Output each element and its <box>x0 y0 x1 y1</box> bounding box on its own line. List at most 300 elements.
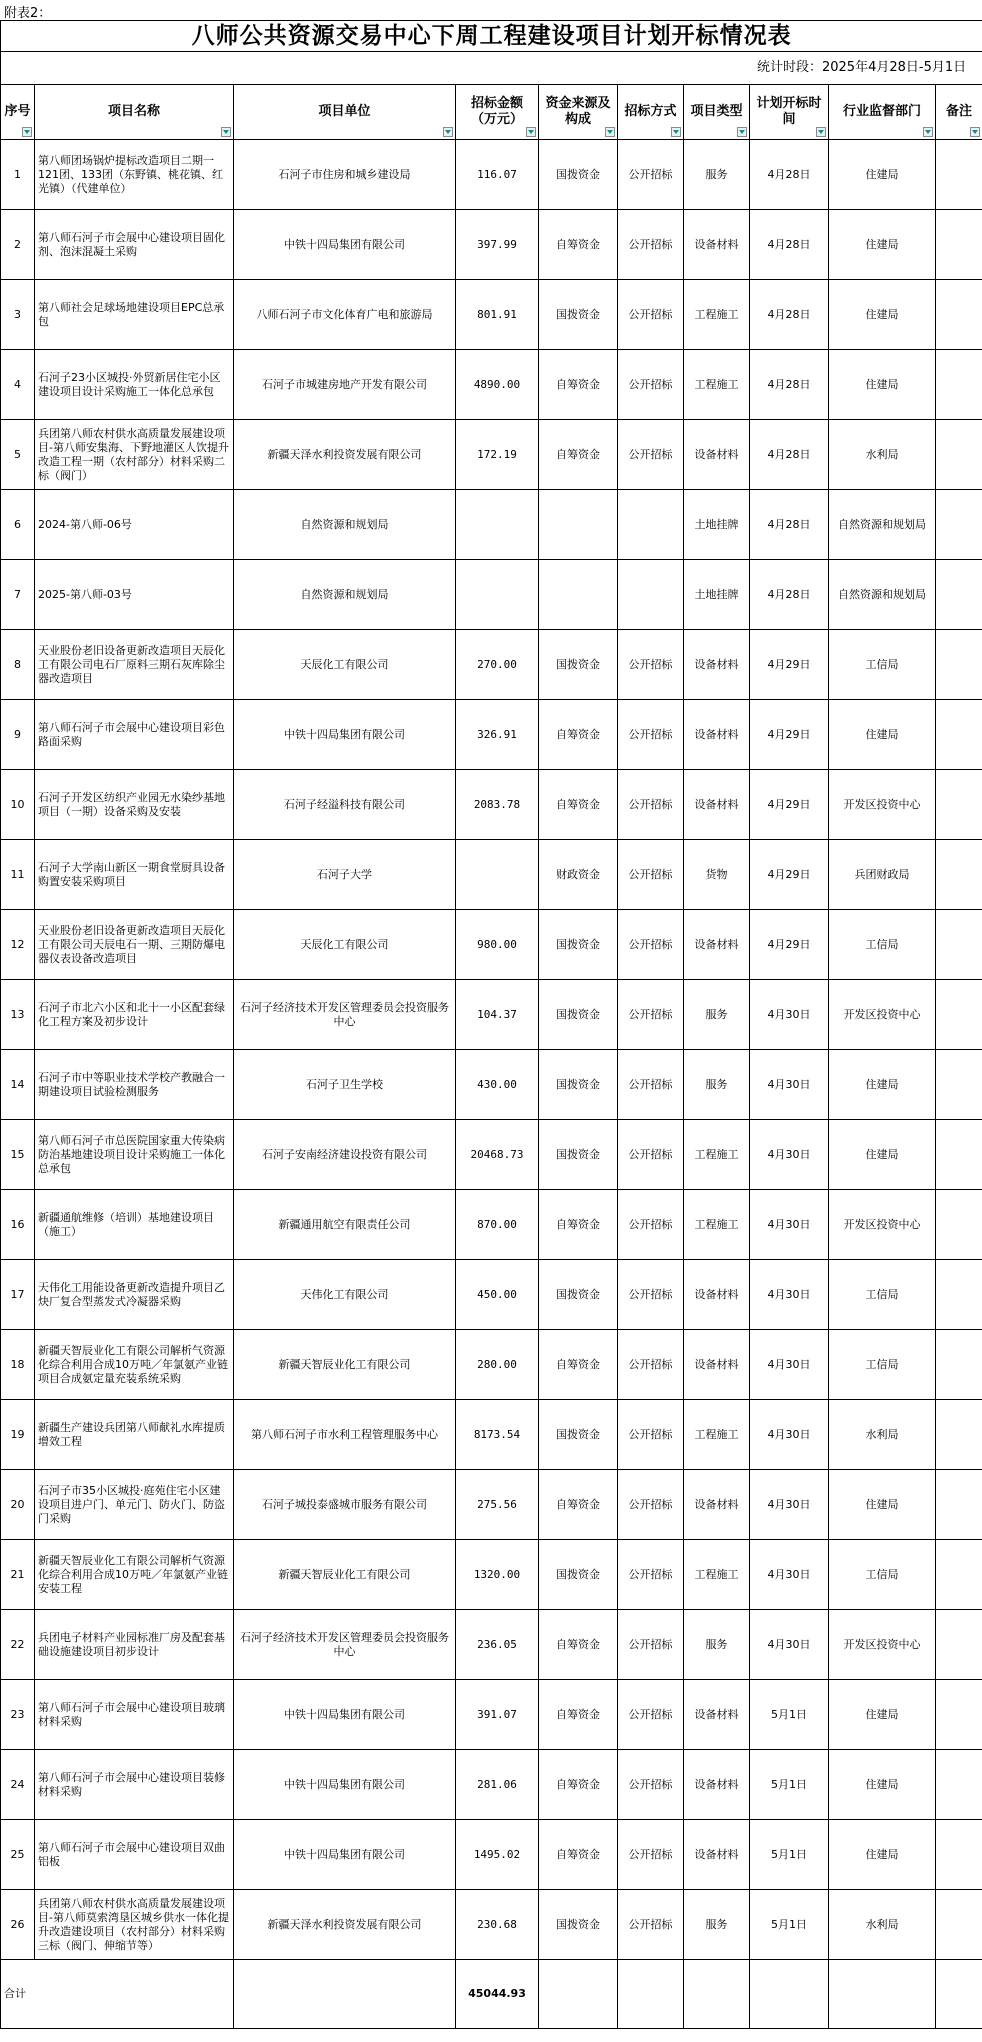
table-row <box>1 1470 982 1540</box>
cell-amount: 1495.02 <box>456 1820 539 1890</box>
cell-bid-method: 公开招标 <box>618 1050 684 1120</box>
total-empty-cell <box>234 1960 456 2029</box>
cell-project-type: 服务 <box>684 980 750 1050</box>
cell-note <box>936 420 982 490</box>
cell-bid-time: 4月29日 <box>750 910 829 980</box>
table-row <box>1 1890 982 1960</box>
cell-supervising-dept: 水利局 <box>829 1400 936 1470</box>
header-dept-label: 行业监督部门 <box>842 104 921 119</box>
cell-bid-time: 4月29日 <box>750 630 829 700</box>
cell-seq: 26 <box>1 1890 35 1960</box>
cell-project-type: 设备材料 <box>684 1820 750 1890</box>
cell-project-name: 第八师团场锅炉提标改造项目二期一121团、133团（东野镇、桃花镇、红光镇）（代建单位） <box>35 140 234 210</box>
cell-supervising-dept: 水利局 <box>829 1890 936 1960</box>
total-empty-cell <box>539 1960 618 2029</box>
table-row <box>1 1680 982 1750</box>
cell-seq: 22 <box>1 1610 35 1680</box>
cell-project-unit: 新疆天泽水利投资发展有限公司 <box>234 1890 456 1960</box>
cell-bid-time: 4月30日 <box>750 1400 829 1470</box>
cell-bid-time: 4月30日 <box>750 1120 829 1190</box>
header-dept[interactable] <box>829 85 936 140</box>
cell-project-name: 天业股份老旧设备更新改造项目天辰化工有限公司电石厂原料三期石灰库除尘器改造项目 <box>35 630 234 700</box>
cell-amount: 870.00 <box>456 1190 539 1260</box>
table-row <box>1 1750 982 1820</box>
cell-bid-method: 公开招标 <box>618 840 684 910</box>
cell-project-unit: 石河子城投泰盛城市服务有限公司 <box>234 1470 456 1540</box>
cell-note <box>936 560 982 630</box>
cell-note <box>936 280 982 350</box>
period-row <box>1 52 982 85</box>
cell-project-name: 天业股份老旧设备更新改造项目天辰化工有限公司天辰电石一期、三期防爆电器仪表设备改造项目 <box>35 910 234 980</box>
cell-fund-source: 国拨资金 <box>539 1540 618 1610</box>
cell-project-type: 设备材料 <box>684 420 750 490</box>
cell-project-type: 工程施工 <box>684 280 750 350</box>
cell-project-type: 工程施工 <box>684 1540 750 1610</box>
total-empty-cell <box>750 1960 829 2029</box>
cell-project-type: 设备材料 <box>684 1330 750 1400</box>
cell-bid-method: 公开招标 <box>618 210 684 280</box>
cell-project-name: 石河子大学南山新区一期食堂厨具设备购置安装采购项目 <box>35 840 234 910</box>
cell-bid-method: 公开招标 <box>618 770 684 840</box>
cell-amount: 236.05 <box>456 1610 539 1680</box>
cell-supervising-dept: 工信局 <box>829 630 936 700</box>
cell-project-unit: 新疆天智辰业化工有限公司 <box>234 1540 456 1610</box>
cell-fund-source: 国拨资金 <box>539 1890 618 1960</box>
cell-project-unit: 八师石河子市文化体育广电和旅游局 <box>234 280 456 350</box>
total-empty-cell <box>829 1960 936 2029</box>
cell-bid-method: 公开招标 <box>618 910 684 980</box>
cell-project-unit: 天伟化工有限公司 <box>234 1260 456 1330</box>
table-row <box>1 1610 982 1680</box>
table-row <box>1 280 982 350</box>
cell-fund-source: 自筹资金 <box>539 1470 618 1540</box>
cell-note <box>936 840 982 910</box>
cell-project-unit: 中铁十四局集团有限公司 <box>234 1680 456 1750</box>
cell-project-name: 第八师石河子市会展中心建设项目彩色路面采购 <box>35 700 234 770</box>
header-time-label: 计划开标时间 <box>756 96 822 127</box>
cell-fund-source: 国拨资金 <box>539 140 618 210</box>
cell-note <box>936 210 982 280</box>
cell-supervising-dept: 住建局 <box>829 700 936 770</box>
cell-project-unit: 自然资源和规划局 <box>234 490 456 560</box>
header-amount[interactable] <box>456 85 539 140</box>
cell-project-unit: 中铁十四局集团有限公司 <box>234 700 456 770</box>
filter-dropdown-icon[interactable] <box>443 127 453 137</box>
cell-project-name: 石河子开发区纺织产业园无水染纱基地项目（一期）设备采购及安装 <box>35 770 234 840</box>
cell-fund-source: 自筹资金 <box>539 1190 618 1260</box>
cell-bid-method: 公开招标 <box>618 420 684 490</box>
header-unit-label: 项目单位 <box>318 104 371 119</box>
cell-supervising-dept: 住建局 <box>829 280 936 350</box>
cell-bid-time: 4月30日 <box>750 1190 829 1260</box>
cell-fund-source: 国拨资金 <box>539 1120 618 1190</box>
header-fund[interactable] <box>539 85 618 140</box>
cell-amount: 430.00 <box>456 1050 539 1120</box>
cell-seq: 11 <box>1 840 35 910</box>
cell-amount: 275.56 <box>456 1470 539 1540</box>
cell-amount: 270.00 <box>456 630 539 700</box>
cell-note <box>936 1820 982 1890</box>
cell-bid-time: 4月28日 <box>750 420 829 490</box>
statistics-period: 统计时段：2025年4月28日-5月1日 <box>1 52 982 85</box>
cell-amount: 801.91 <box>456 280 539 350</box>
cell-project-type: 服务 <box>684 140 750 210</box>
cell-project-type: 服务 <box>684 1610 750 1680</box>
cell-amount: 104.37 <box>456 980 539 1050</box>
cell-project-name: 兵团第八师农村供水高质量发展建设项目-第八师安集海、下野地灌区人饮提升改造工程一期（农村部分）材料采购二标（阀门） <box>35 420 234 490</box>
cell-fund-source: 自筹资金 <box>539 770 618 840</box>
filter-dropdown-icon[interactable] <box>605 127 615 137</box>
total-amount: 45044.93 <box>456 1960 539 2029</box>
cell-project-type: 设备材料 <box>684 210 750 280</box>
cell-bid-method: 公开招标 <box>618 1680 684 1750</box>
cell-bid-method: 公开招标 <box>618 1890 684 1960</box>
total-row <box>1 1960 982 2029</box>
cell-seq: 19 <box>1 1400 35 1470</box>
header-type-label: 项目类型 <box>690 104 743 119</box>
cell-fund-source <box>539 490 618 560</box>
cell-note <box>936 1330 982 1400</box>
cell-project-type: 服务 <box>684 1890 750 1960</box>
cell-fund-source: 国拨资金 <box>539 910 618 980</box>
header-time[interactable] <box>750 85 829 140</box>
cell-bid-method: 公开招标 <box>618 1750 684 1820</box>
filter-dropdown-icon[interactable] <box>526 127 536 137</box>
cell-amount: 397.99 <box>456 210 539 280</box>
cell-supervising-dept: 自然资源和规划局 <box>829 560 936 630</box>
cell-supervising-dept: 工信局 <box>829 1540 936 1610</box>
cell-note <box>936 770 982 840</box>
header-name-label: 项目名称 <box>107 104 160 119</box>
cell-fund-source: 自筹资金 <box>539 700 618 770</box>
cell-fund-source: 财政资金 <box>539 840 618 910</box>
cell-bid-time: 4月28日 <box>750 490 829 560</box>
cell-project-name: 第八师石河子市会展中心建设项目装修材料采购 <box>35 1750 234 1820</box>
cell-bid-time: 4月28日 <box>750 210 829 280</box>
header-fund-label: 资金来源及构成 <box>545 96 611 127</box>
cell-project-type: 服务 <box>684 1050 750 1120</box>
cell-supervising-dept: 住建局 <box>829 210 936 280</box>
cell-fund-source: 自筹资金 <box>539 1750 618 1820</box>
cell-fund-source: 国拨资金 <box>539 980 618 1050</box>
header-type[interactable] <box>684 85 750 140</box>
cell-amount: 116.07 <box>456 140 539 210</box>
total-empty-cell <box>684 1960 750 2029</box>
total-empty-cell <box>618 1960 684 2029</box>
cell-amount: 980.00 <box>456 910 539 980</box>
table-row <box>1 1400 982 1470</box>
cell-project-type: 工程施工 <box>684 1400 750 1470</box>
cell-seq: 15 <box>1 1120 35 1190</box>
cell-supervising-dept: 开发区投资中心 <box>829 770 936 840</box>
header-unit[interactable] <box>234 85 456 140</box>
cell-note <box>936 1400 982 1470</box>
header-row <box>1 85 982 140</box>
cell-project-unit: 石河子经济技术开发区管理委员会投资服务中心 <box>234 980 456 1050</box>
cell-project-unit: 石河子大学 <box>234 840 456 910</box>
cell-supervising-dept: 住建局 <box>829 1820 936 1890</box>
cell-note <box>936 350 982 420</box>
cell-note <box>936 1680 982 1750</box>
filter-dropdown-icon[interactable] <box>22 127 32 137</box>
cell-project-type: 土地挂牌 <box>684 560 750 630</box>
total-label: 合计 <box>1 1960 234 2029</box>
cell-note <box>936 700 982 770</box>
cell-bid-method: 公开招标 <box>618 1260 684 1330</box>
cell-project-unit: 石河子经溢科技有限公司 <box>234 770 456 840</box>
table-row <box>1 560 982 630</box>
cell-bid-method: 公开招标 <box>618 1610 684 1680</box>
cell-project-type: 设备材料 <box>684 1470 750 1540</box>
cell-bid-time: 4月29日 <box>750 770 829 840</box>
cell-supervising-dept: 住建局 <box>829 1470 936 1540</box>
title-row <box>1 21 982 52</box>
table-row <box>1 840 982 910</box>
cell-seq: 2 <box>1 210 35 280</box>
cell-bid-time: 4月28日 <box>750 140 829 210</box>
cell-note <box>936 910 982 980</box>
cell-fund-source: 自筹资金 <box>539 1680 618 1750</box>
cell-project-name: 石河子市35小区城投·庭苑住宅小区建设项目进户门、单元门、防火门、防盗门采购 <box>35 1470 234 1540</box>
cell-project-unit: 天辰化工有限公司 <box>234 630 456 700</box>
cell-seq: 23 <box>1 1680 35 1750</box>
cell-amount <box>456 560 539 630</box>
filter-dropdown-icon[interactable] <box>970 127 980 137</box>
cell-project-name: 天伟化工用能设备更新改造提升项目乙炔厂复合型蒸发式冷凝器采购 <box>35 1260 234 1330</box>
cell-seq: 9 <box>1 700 35 770</box>
cell-project-type: 设备材料 <box>684 770 750 840</box>
header-method[interactable] <box>618 85 684 140</box>
cell-amount: 280.00 <box>456 1330 539 1400</box>
filter-dropdown-icon[interactable] <box>221 127 231 137</box>
cell-supervising-dept: 工信局 <box>829 910 936 980</box>
cell-supervising-dept: 开发区投资中心 <box>829 1610 936 1680</box>
cell-project-unit: 石河子经济技术开发区管理委员会投资服务中心 <box>234 1610 456 1680</box>
table-row <box>1 630 982 700</box>
cell-bid-method: 公开招标 <box>618 1190 684 1260</box>
cell-project-unit: 第八师石河子市水利工程管理服务中心 <box>234 1400 456 1470</box>
cell-supervising-dept: 兵团财政局 <box>829 840 936 910</box>
cell-supervising-dept: 自然资源和规划局 <box>829 490 936 560</box>
cell-supervising-dept: 住建局 <box>829 1680 936 1750</box>
cell-note <box>936 1540 982 1610</box>
cell-bid-time: 4月30日 <box>750 1540 829 1610</box>
cell-supervising-dept: 住建局 <box>829 1050 936 1120</box>
filter-dropdown-icon[interactable] <box>923 127 933 137</box>
header-note-label: 备注 <box>946 104 973 119</box>
cell-bid-method: 公开招标 <box>618 140 684 210</box>
cell-seq: 24 <box>1 1750 35 1820</box>
filter-dropdown-icon[interactable] <box>671 127 681 137</box>
cell-seq: 6 <box>1 490 35 560</box>
cell-fund-source: 国拨资金 <box>539 1050 618 1120</box>
cell-bid-method <box>618 490 684 560</box>
cell-supervising-dept: 工信局 <box>829 1330 936 1400</box>
cell-fund-source: 自筹资金 <box>539 1610 618 1680</box>
cell-fund-source: 自筹资金 <box>539 210 618 280</box>
cell-fund-source: 自筹资金 <box>539 420 618 490</box>
table-row <box>1 350 982 420</box>
cell-bid-time: 5月1日 <box>750 1750 829 1820</box>
cell-seq: 7 <box>1 560 35 630</box>
cell-note <box>936 980 982 1050</box>
cell-project-unit: 石河子市城建房地产开发有限公司 <box>234 350 456 420</box>
cell-bid-method <box>618 560 684 630</box>
cell-project-unit: 石河子市住房和城乡建设局 <box>234 140 456 210</box>
cell-fund-source: 国拨资金 <box>539 1400 618 1470</box>
cell-project-unit: 新疆通用航空有限责任公司 <box>234 1190 456 1260</box>
cell-project-type: 设备材料 <box>684 1750 750 1820</box>
cell-project-name: 新疆天智辰业化工有限公司解析气资源化综合利用合成10万吨／年氯氨产业链项目合成氨定量充装系统采购 <box>35 1330 234 1400</box>
cell-seq: 3 <box>1 280 35 350</box>
cell-project-name: 兵团电子材料产业园标准厂房及配套基础设施建设项目初步设计 <box>35 1610 234 1680</box>
cell-supervising-dept: 住建局 <box>829 1120 936 1190</box>
header-name[interactable] <box>35 85 234 140</box>
cell-project-name: 第八师石河子市总医院国家重大传染病防治基地建设项目设计采购施工一体化总承包 <box>35 1120 234 1190</box>
cell-project-name: 新疆生产建设兵团第八师献礼水库提质增效工程 <box>35 1400 234 1470</box>
filter-dropdown-icon[interactable] <box>737 127 747 137</box>
cell-amount: 2083.78 <box>456 770 539 840</box>
cell-project-name: 第八师社会足球场地建设项目EPC总承包 <box>35 280 234 350</box>
cell-amount <box>456 490 539 560</box>
cell-project-type: 工程施工 <box>684 1190 750 1260</box>
cell-project-unit: 自然资源和规划局 <box>234 560 456 630</box>
cell-bid-method: 公开招标 <box>618 1330 684 1400</box>
cell-project-type: 设备材料 <box>684 630 750 700</box>
cell-seq: 1 <box>1 140 35 210</box>
table-row <box>1 700 982 770</box>
cell-project-unit: 石河子安南经济建设投资有限公司 <box>234 1120 456 1190</box>
cell-bid-time: 4月29日 <box>750 700 829 770</box>
cell-seq: 5 <box>1 420 35 490</box>
cell-project-unit: 石河子卫生学校 <box>234 1050 456 1120</box>
cell-bid-method: 公开招标 <box>618 350 684 420</box>
cell-supervising-dept: 住建局 <box>829 140 936 210</box>
cell-project-unit: 天辰化工有限公司 <box>234 910 456 980</box>
cell-project-type: 设备材料 <box>684 910 750 980</box>
cell-project-name: 新疆天智辰业化工有限公司解析气资源化综合利用合成10万吨／年氯氨产业链安装工程 <box>35 1540 234 1610</box>
cell-project-unit: 中铁十四局集团有限公司 <box>234 1820 456 1890</box>
cell-supervising-dept: 住建局 <box>829 350 936 420</box>
cell-seq: 17 <box>1 1260 35 1330</box>
cell-bid-time: 5月1日 <box>750 1820 829 1890</box>
cell-project-name: 2024-第八师-06号 <box>35 490 234 560</box>
cell-note <box>936 1470 982 1540</box>
cell-amount: 326.91 <box>456 700 539 770</box>
header-note[interactable] <box>936 85 982 140</box>
total-empty-cell <box>936 1960 982 2029</box>
bid-plan-table <box>0 20 982 2029</box>
header-seq[interactable] <box>1 85 35 140</box>
table-row <box>1 1820 982 1890</box>
cell-note <box>936 1610 982 1680</box>
table-row <box>1 140 982 210</box>
table-row <box>1 1050 982 1120</box>
cell-note <box>936 1890 982 1960</box>
cell-project-name: 第八师石河子市会展中心建设项目玻璃材料采购 <box>35 1680 234 1750</box>
cell-bid-method: 公开招标 <box>618 280 684 350</box>
cell-note <box>936 490 982 560</box>
cell-amount: 4890.00 <box>456 350 539 420</box>
cell-bid-method: 公开招标 <box>618 700 684 770</box>
cell-bid-method: 公开招标 <box>618 1540 684 1610</box>
cell-amount: 20468.73 <box>456 1120 539 1190</box>
cell-fund-source: 国拨资金 <box>539 1260 618 1330</box>
cell-fund-source: 国拨资金 <box>539 630 618 700</box>
cell-note <box>936 1190 982 1260</box>
cell-project-name: 2025-第八师-03号 <box>35 560 234 630</box>
cell-bid-method: 公开招标 <box>618 1820 684 1890</box>
cell-project-name: 石河子23小区城投·外贸新居住宅小区建设项目设计采购施工一体化总承包 <box>35 350 234 420</box>
cell-seq: 13 <box>1 980 35 1050</box>
cell-supervising-dept: 工信局 <box>829 1260 936 1330</box>
cell-project-unit: 新疆天智辰业化工有限公司 <box>234 1330 456 1400</box>
cell-bid-time: 4月29日 <box>750 840 829 910</box>
cell-amount: 172.19 <box>456 420 539 490</box>
cell-fund-source: 自筹资金 <box>539 350 618 420</box>
cell-seq: 21 <box>1 1540 35 1610</box>
cell-amount: 281.06 <box>456 1750 539 1820</box>
cell-project-name: 第八师石河子市会展中心建设项目双曲铝板 <box>35 1820 234 1890</box>
cell-supervising-dept: 水利局 <box>829 420 936 490</box>
cell-note <box>936 1050 982 1120</box>
cell-seq: 12 <box>1 910 35 980</box>
cell-bid-time: 5月1日 <box>750 1680 829 1750</box>
cell-project-type: 设备材料 <box>684 700 750 770</box>
cell-bid-method: 公开招标 <box>618 980 684 1050</box>
cell-project-type: 货物 <box>684 840 750 910</box>
filter-dropdown-icon[interactable] <box>816 127 826 137</box>
cell-project-name: 石河子市北六小区和北十一小区配套绿化工程方案及初步设计 <box>35 980 234 1050</box>
cell-project-unit: 中铁十四局集团有限公司 <box>234 210 456 280</box>
cell-bid-time: 4月28日 <box>750 350 829 420</box>
cell-bid-time: 5月1日 <box>750 1890 829 1960</box>
cell-project-name: 第八师石河子市会展中心建设项目固化剂、泡沫混凝土采购 <box>35 210 234 280</box>
cell-project-type: 工程施工 <box>684 350 750 420</box>
table-row <box>1 770 982 840</box>
cell-seq: 25 <box>1 1820 35 1890</box>
cell-seq: 14 <box>1 1050 35 1120</box>
cell-bid-method: 公开招标 <box>618 1470 684 1540</box>
cell-note <box>936 140 982 210</box>
cell-amount: 1320.00 <box>456 1540 539 1610</box>
table-row <box>1 1540 982 1610</box>
page-title: 八师公共资源交易中心下周工程建设项目计划开标情况表 <box>1 21 982 52</box>
cell-fund-source: 自筹资金 <box>539 1330 618 1400</box>
cell-fund-source <box>539 560 618 630</box>
cell-seq: 8 <box>1 630 35 700</box>
cell-seq: 16 <box>1 1190 35 1260</box>
header-amount-label: 招标金额（万元） <box>470 96 523 127</box>
cell-project-name: 兵团第八师农村供水高质量发展建设项目-第八师莫索湾垦区城乡供水一体化提升改造建设项目（农村部分）材料采购三标（阀门、伸缩节等） <box>35 1890 234 1960</box>
cell-bid-time: 4月30日 <box>750 1330 829 1400</box>
cell-project-type: 土地挂牌 <box>684 490 750 560</box>
cell-note <box>936 1260 982 1330</box>
cell-fund-source: 国拨资金 <box>539 280 618 350</box>
cell-bid-method: 公开招标 <box>618 1400 684 1470</box>
cell-project-name: 石河子市中等职业技术学校产教融合一期建设项目试验检测服务 <box>35 1050 234 1120</box>
cell-bid-time: 4月28日 <box>750 280 829 350</box>
cell-amount: 450.00 <box>456 1260 539 1330</box>
table-row <box>1 1190 982 1260</box>
cell-bid-time: 4月30日 <box>750 1260 829 1330</box>
cell-project-type: 工程施工 <box>684 1120 750 1190</box>
cell-bid-time: 4月30日 <box>750 1470 829 1540</box>
cell-fund-source: 自筹资金 <box>539 1820 618 1890</box>
table-row <box>1 980 982 1050</box>
cell-bid-time: 4月30日 <box>750 980 829 1050</box>
cell-seq: 20 <box>1 1470 35 1540</box>
